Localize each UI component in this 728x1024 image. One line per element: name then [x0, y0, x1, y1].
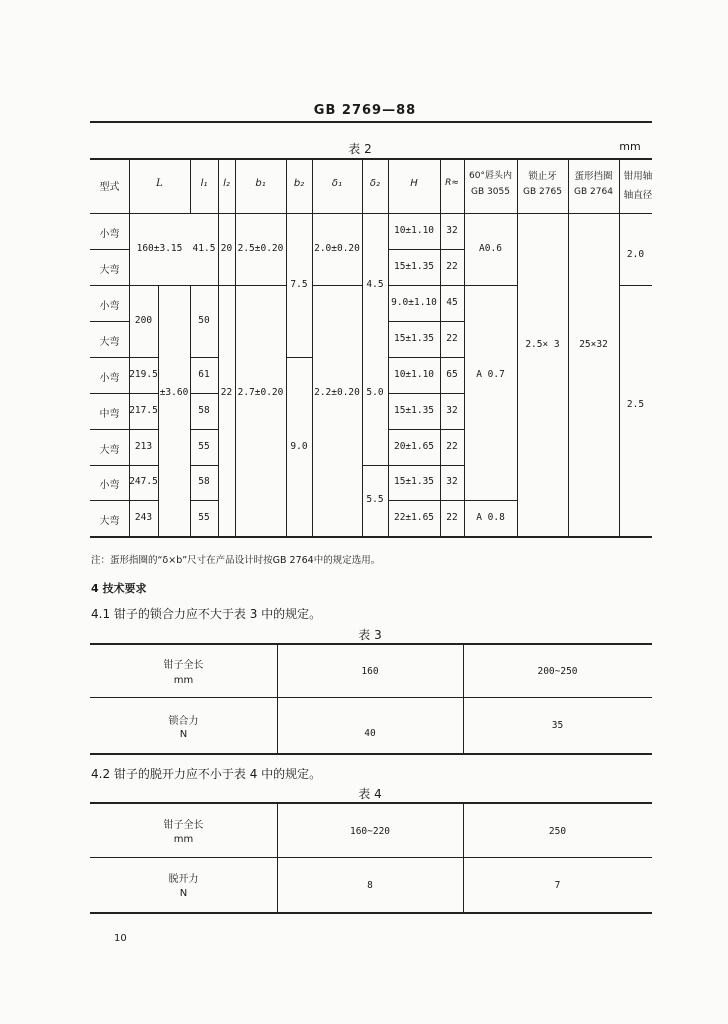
t3-r2-v2: 35 [551, 720, 564, 731]
shaft-group-b: 2.5 [626, 399, 645, 410]
table2-caption: 表 2 [348, 142, 372, 156]
page-number: 10 [114, 933, 127, 944]
t3-r1-v1: 160 [361, 666, 379, 677]
col-sep [463, 643, 464, 754]
b2-group-b: 9.0 [290, 441, 308, 452]
l1-group2: 50 [198, 315, 210, 326]
b1-group1: 2.5±0.20 [237, 243, 284, 254]
t3-label-force-unit: N [179, 729, 188, 740]
R-value: 22 [446, 441, 458, 452]
clause-4-1: 4.1 钳子的锁合力应不大于表 3 中的规定。 [91, 607, 322, 621]
row-type: 大弯 [99, 337, 120, 348]
col-sep [235, 158, 236, 536]
header-shaft-1: 钳用轴 [623, 171, 653, 182]
t4-r1-v1: 160~220 [349, 826, 391, 837]
t4-r2-v2: 7 [554, 880, 561, 891]
row-type: 大弯 [99, 265, 120, 276]
row-type: 小弯 [99, 301, 120, 312]
R-value: 22 [446, 512, 458, 523]
col-sep [312, 158, 313, 536]
header-lock-1: 锁止牙 [528, 171, 557, 182]
row-sep [90, 249, 129, 250]
H-value: 10±1.10 [393, 369, 435, 380]
t3-r2-v1: 40 [364, 728, 376, 739]
ring-value: 25×32 [579, 339, 608, 350]
row-sep [90, 357, 129, 358]
L-value: 243 [134, 512, 153, 523]
H-value: 10±1.10 [393, 225, 435, 236]
t3-label-length-unit: mm [173, 675, 194, 686]
R-value: 32 [446, 405, 458, 416]
t4-label-length: 钳子全长 [163, 820, 204, 831]
row-sep [190, 429, 218, 430]
row-type: 大弯 [99, 445, 120, 456]
row-sep [312, 285, 362, 286]
L-tolerance: ±3.60 [159, 387, 189, 398]
clause-4-2: 4.2 钳子的脱开力应不小于表 4 中的规定。 [91, 767, 322, 781]
row-sep [388, 393, 464, 394]
row-sep [90, 857, 652, 858]
table3-caption: 表 3 [358, 628, 382, 642]
l1-value: 58 [198, 476, 210, 487]
header-L: L [156, 178, 163, 189]
row-sep [388, 357, 464, 358]
row-sep [129, 357, 158, 358]
col-sep [286, 158, 287, 536]
t4-label-force-unit: N [179, 888, 188, 899]
row-sep [90, 643, 652, 645]
row-sep [388, 465, 464, 466]
row-sep [286, 357, 312, 358]
col-sep [158, 285, 159, 536]
b2-group-a: 7.5 [290, 279, 308, 290]
col-sep [362, 158, 363, 536]
t3-label-length: 钳子全长 [163, 660, 204, 671]
standard-number: GB 2769—88 [313, 103, 417, 118]
row-sep [90, 697, 652, 698]
mouth-group-c: A 0.8 [476, 512, 505, 523]
mouth-group-a: A0.6 [479, 243, 502, 254]
row-sep [190, 357, 218, 358]
row-sep [464, 500, 517, 501]
row-sep [129, 500, 158, 501]
table2-bottom-rule [90, 536, 652, 538]
l1-value: 61 [198, 369, 210, 380]
table2-note: 注：蛋形指圈的“δ×b”尺寸在产品设计时按GB 2764中的规定选用。 [91, 555, 381, 566]
L-value: 247.5 [129, 476, 158, 487]
row-sep [90, 753, 652, 755]
H-value: 15±1.35 [393, 405, 435, 416]
l2-group2: 22 [220, 387, 233, 398]
header-mouth-1: 60°唇头内 [469, 171, 512, 181]
table4-caption: 表 4 [358, 787, 382, 801]
col-sep [277, 802, 278, 913]
row-sep [90, 802, 652, 804]
shaft-group-a: 2.0 [626, 249, 645, 260]
header-l2: l₂ [223, 178, 230, 189]
row-sep [129, 429, 158, 430]
row-sep [388, 249, 464, 250]
row-sep [619, 285, 652, 286]
H-value: 22±1.65 [393, 512, 435, 523]
l1-value: 55 [198, 512, 210, 523]
header-rule [90, 121, 652, 123]
header-d2: δ₂ [369, 178, 381, 189]
header-lock-2: GB 2765 [523, 187, 562, 197]
t3-label-force: 锁合力 [168, 716, 199, 727]
H-value: 15±1.35 [393, 333, 435, 344]
header-shaft-2: 轴直径 [623, 190, 653, 201]
row-type: 小弯 [99, 480, 120, 491]
H-value: 20±1.65 [393, 441, 435, 452]
L-value: 217.5 [129, 405, 158, 416]
t4-label-length-unit: mm [173, 834, 194, 845]
b1-group2: 2.7±0.20 [237, 387, 284, 398]
row-sep [388, 429, 464, 430]
d2-group-b: 5.0 [366, 387, 384, 398]
R-value: 22 [446, 333, 458, 344]
row-sep [388, 500, 464, 501]
header-R: R≈ [445, 178, 459, 188]
col-sep [464, 158, 465, 536]
d2-group-c: 5.5 [366, 494, 384, 505]
L-value: 219.5 [129, 369, 158, 380]
row-type: 小弯 [99, 373, 120, 384]
H-value: 9.0±1.10 [391, 297, 437, 308]
row-sep [388, 285, 464, 286]
header-ring-1: 蛋形挡圈 [574, 171, 613, 182]
row-sep [90, 393, 129, 394]
row-sep [235, 285, 286, 286]
t3-r1-v2: 200~250 [537, 666, 578, 677]
row-type: 小弯 [99, 229, 120, 240]
row-type: 中弯 [99, 409, 120, 420]
header-ring-2: GB 2764 [574, 187, 613, 197]
row-sep [90, 912, 652, 914]
mouth-group-b: A 0.7 [476, 369, 505, 380]
t4-label-force: 脱开力 [168, 874, 199, 885]
d1-group1: 2.0±0.20 [314, 243, 360, 254]
header-H: H [410, 178, 418, 189]
row-type: 大弯 [99, 516, 120, 527]
L-group1: 160±3.15 [136, 243, 183, 254]
R-value: 32 [446, 476, 458, 487]
lock-value: 2.5× 3 [525, 339, 560, 350]
row-sep [90, 500, 129, 501]
l2-group1: 20 [220, 243, 233, 254]
t4-r1-v2: 250 [548, 826, 567, 837]
H-value: 15±1.35 [393, 476, 435, 487]
l1-value: 58 [198, 405, 210, 416]
section-heading: 4 技术要求 [91, 582, 147, 595]
H-value: 15±1.35 [393, 261, 435, 272]
l1-value: 55 [198, 441, 210, 452]
l1-group1: 41.5 [192, 243, 216, 254]
row-sep [129, 465, 158, 466]
R-value: 32 [446, 225, 458, 236]
col-sep [619, 158, 620, 536]
L-group2: 200 [134, 315, 153, 326]
col-sep [463, 802, 464, 913]
row-sep [90, 321, 129, 322]
d1-group2: 2.2±0.20 [314, 387, 360, 398]
L-value: 213 [134, 441, 153, 452]
header-d1: δ₁ [331, 178, 343, 189]
col-sep [218, 158, 219, 536]
row-sep [90, 465, 129, 466]
row-sep [190, 465, 218, 466]
header-b2: b₂ [293, 178, 305, 189]
table2-unit: mm [619, 140, 641, 153]
header-l1: l₁ [200, 178, 208, 189]
header-mouth-2: GB 3055 [471, 187, 510, 197]
R-value: 45 [446, 297, 458, 308]
d2-group-a: 4.5 [366, 279, 384, 290]
row-sep [362, 465, 388, 466]
row-sep [464, 285, 517, 286]
row-sep [388, 321, 464, 322]
row-sep [90, 285, 129, 286]
row-sep [129, 393, 158, 394]
header-type: 型式 [99, 182, 120, 193]
R-value: 22 [446, 261, 458, 272]
row-sep [190, 393, 218, 394]
R-value: 65 [446, 369, 458, 380]
header-b1: b₁ [255, 178, 266, 189]
row-sep [129, 285, 235, 286]
row-sep [190, 500, 218, 501]
t4-r2-v1: 8 [367, 880, 373, 891]
row-sep [90, 429, 129, 430]
